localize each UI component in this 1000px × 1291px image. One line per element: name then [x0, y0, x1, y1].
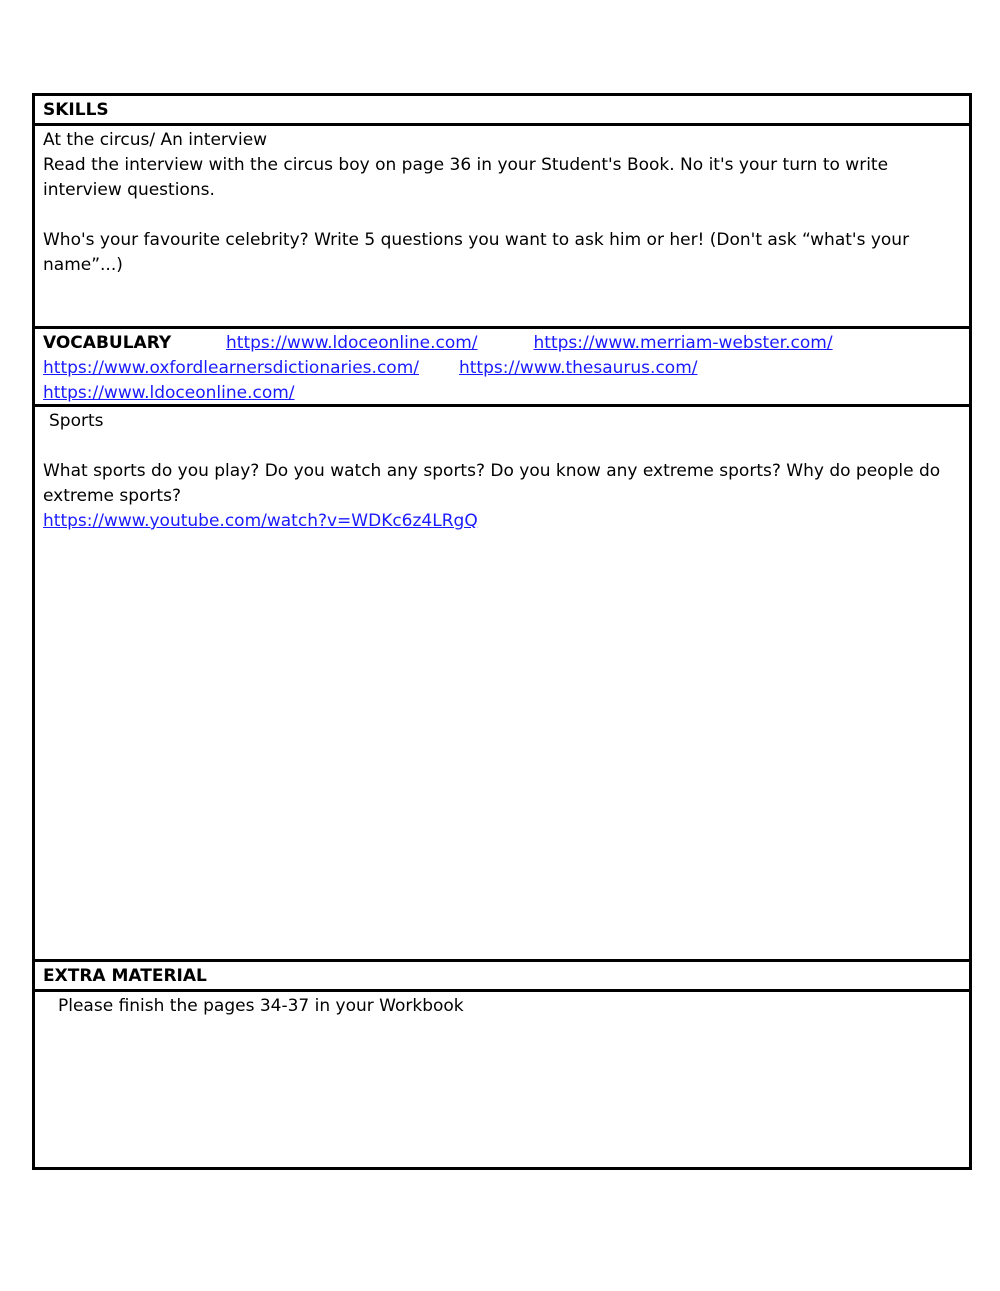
extra-heading: EXTRA MATERIAL: [43, 966, 207, 986]
extra-heading-row: [35, 962, 969, 992]
vocabulary-row: [35, 329, 969, 407]
skills-title: At the circus/ An interview: [43, 130, 268, 150]
sports-title: Sports: [49, 411, 104, 431]
vocabulary-heading: VOCABULARY: [43, 333, 172, 353]
skills-instructions: Read the interview with the circus boy on page 36 in your Student's Book. No it's your turn to write interview questions.: [43, 155, 889, 200]
link-ldoceonline[interactable]: https://www.ldoceonline.com/: [226, 333, 478, 353]
extra-text: Please finish the pages 34-37 in your Workbook: [58, 996, 464, 1016]
link-ldoceonline-2[interactable]: https://www.ldoceonline.com/: [43, 383, 295, 403]
sports-question: What sports do you play? Do you watch any sports? Do you know any extreme sports? Why do people do extreme sports?: [43, 461, 941, 506]
skills-heading-row: [35, 96, 969, 126]
link-oxford-learners[interactable]: https://www.oxfordlearnersdictionaries.com/: [43, 358, 419, 378]
extra-section: [35, 992, 969, 1167]
skills-body: [35, 126, 969, 329]
skills-heading: SKILLS: [43, 100, 109, 120]
skills-question: Who's your favourite celebrity? Write 5 questions you want to ask him or her! (Don't ask “what's your name”...): [43, 230, 910, 275]
link-thesaurus[interactable]: https://www.thesaurus.com/: [458, 358, 698, 378]
sports-section: [35, 407, 969, 962]
worksheet-table: [32, 93, 972, 1170]
link-merriam-webster[interactable]: https://www.merriam-webster.com/: [533, 333, 833, 353]
youtube-link[interactable]: https://www.youtube.com/watch?v=WDKc6z4LRgQ: [43, 511, 478, 531]
